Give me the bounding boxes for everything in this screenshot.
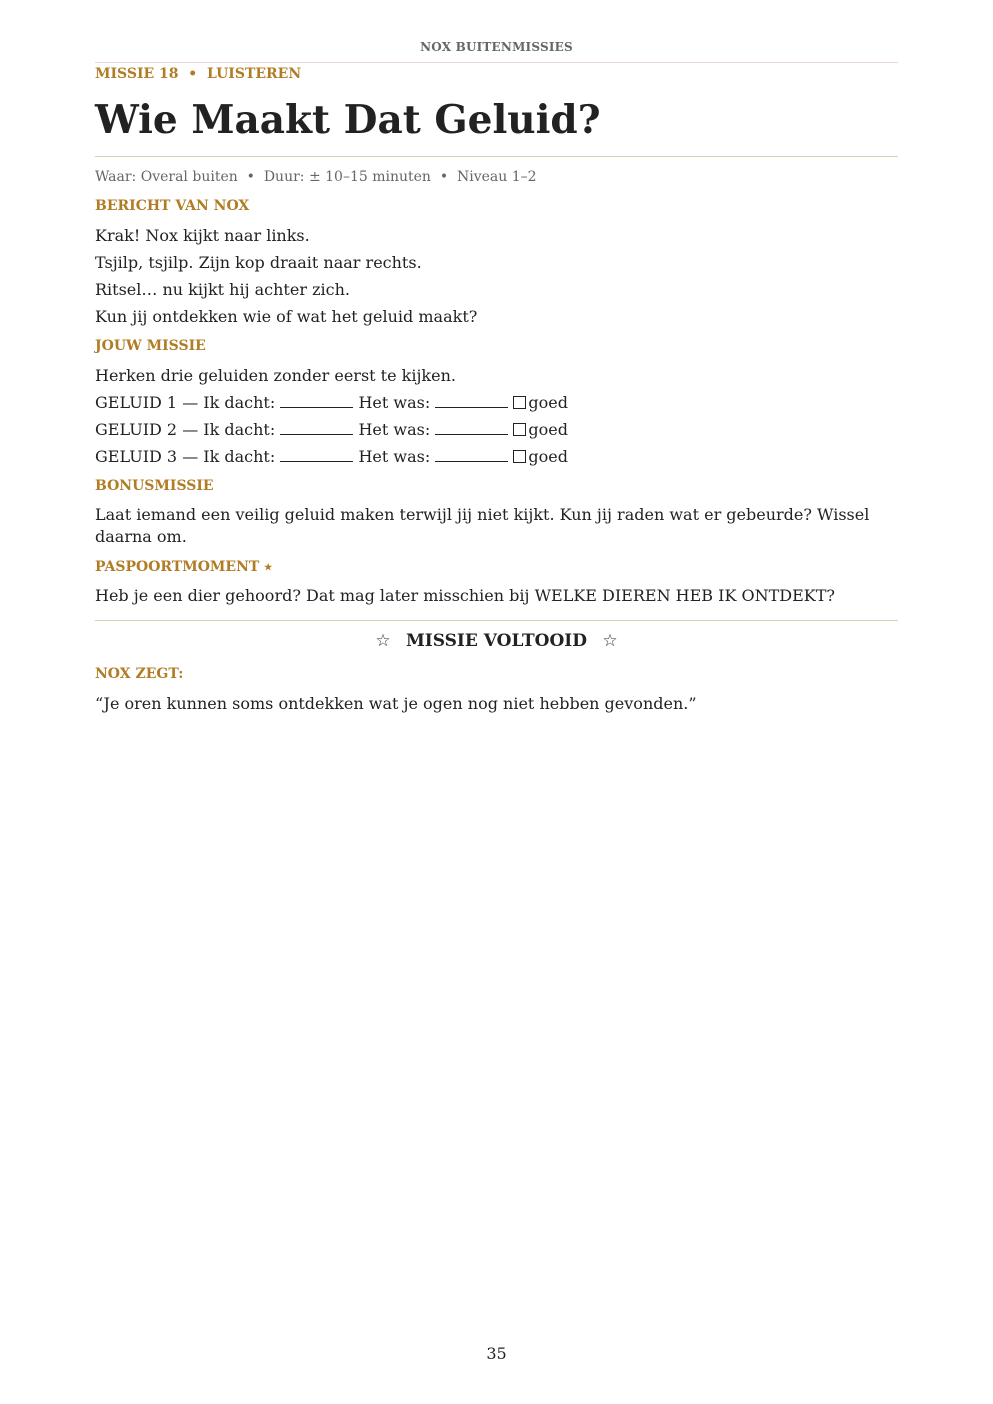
- message-heading: BERICHT VAN NOX: [95, 198, 250, 214]
- meta-separator: •: [246, 169, 255, 185]
- title-divider: [95, 156, 898, 157]
- mission-complete-banner: [95, 630, 898, 652]
- sound-row-prefix: GELUID 3 — Ik dacht:: [95, 447, 276, 466]
- sound-row-middle: Het was:: [358, 447, 431, 466]
- header-divider: [95, 62, 898, 63]
- sound-row-middle: Het was:: [358, 420, 431, 439]
- sound-row-2: [95, 420, 898, 439]
- star-outline-icon: ☆: [602, 631, 618, 651]
- mission-kicker: [95, 66, 898, 83]
- task-heading: JOUW MISSIE: [95, 338, 206, 354]
- mission-number: MISSIE 18: [95, 66, 179, 82]
- sound-row-prefix: GELUID 1 — Ik dacht:: [95, 393, 276, 412]
- meta-where: Waar: Overal buiten: [95, 169, 238, 185]
- mission-title: Wie Maakt Dat Geluid?: [95, 97, 601, 143]
- guess-blank[interactable]: [280, 394, 353, 408]
- answer-blank[interactable]: [435, 448, 508, 462]
- mission-complete-label: MISSIE VOLTOOID: [405, 631, 587, 651]
- mission-meta: [95, 169, 898, 186]
- guess-blank[interactable]: [280, 448, 353, 462]
- checkbox-label: goed: [528, 420, 568, 439]
- message-line: Krak! Nox kijkt naar links.: [95, 226, 310, 245]
- answer-blank[interactable]: [435, 421, 508, 435]
- sound-row-3: [95, 447, 898, 466]
- sound-row-1: [95, 393, 898, 412]
- checkbox-label: goed: [528, 447, 568, 466]
- completion-divider: [95, 620, 898, 621]
- correct-checkbox[interactable]: [513, 450, 526, 463]
- nox-says-heading: NOX ZEGT:: [95, 666, 184, 682]
- star-icon: ★: [264, 563, 273, 573]
- message-line: Kun jij ontdekken wie of wat het geluid maakt?: [95, 307, 478, 326]
- nox-quote: “Je oren kunnen soms ontdekken wat je ogen nog niet hebben gevonden.”: [95, 694, 697, 713]
- kicker-separator: •: [188, 66, 198, 82]
- message-line: Tsjilp, tsjilp. Zijn kop draait naar rechts.: [95, 253, 422, 272]
- message-line: Ritsel… nu kijkt hij achter zich.: [95, 280, 350, 299]
- guess-blank[interactable]: [280, 421, 353, 435]
- star-outline-icon: ☆: [375, 631, 391, 651]
- answer-blank[interactable]: [435, 394, 508, 408]
- passport-heading: [95, 559, 898, 577]
- bonus-heading: BONUSMISSIE: [95, 478, 214, 494]
- bonus-text: Laat iemand een veilig geluid maken terwijl jij niet kijkt. Kun jij raden wat er gebeurde? Wissel daarna om.: [95, 505, 870, 546]
- meta-level: Niveau 1–2: [457, 169, 537, 185]
- document-page: [95, 0, 898, 713]
- sound-row-middle: Het was:: [358, 393, 431, 412]
- passport-text: Heb je een dier gehoord? Dat mag later misschien bij WELKE DIEREN HEB IK ONTDEKT?: [95, 586, 836, 605]
- meta-duration: Duur: ± 10–15 minuten: [263, 169, 431, 185]
- checkbox-label: goed: [528, 393, 568, 412]
- sound-row-prefix: GELUID 2 — Ik dacht:: [95, 420, 276, 439]
- page-number: 35: [486, 1344, 507, 1363]
- task-intro: Herken drie geluiden zonder eerst te kijken.: [95, 366, 456, 385]
- passport-label: PASPOORTMOMENT: [95, 559, 260, 575]
- correct-checkbox[interactable]: [513, 423, 526, 436]
- mission-category: LUISTEREN: [207, 66, 302, 82]
- running-header: NOX BUITENMISSIES: [420, 40, 573, 54]
- correct-checkbox[interactable]: [513, 396, 526, 409]
- meta-separator: •: [439, 169, 449, 185]
